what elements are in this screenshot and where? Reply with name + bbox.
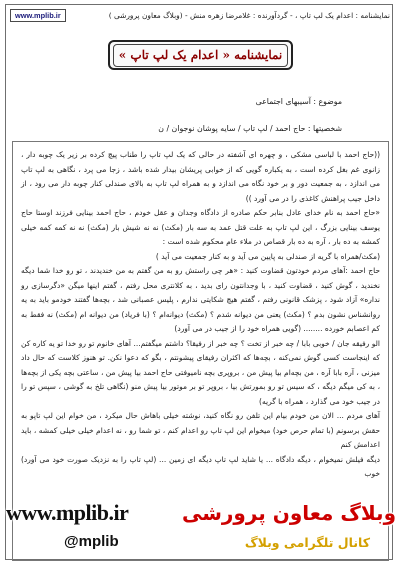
title-box: [108, 40, 293, 70]
paragraph: دیگه فیلش نمیخوام ، دیگه دادگاه ... یا شاید لپ تاپ دیگه ای زمین ... (لپ تاپ را به نزدیک صورت خود می آورد) خوب: [21, 454, 380, 478]
paragraph: آهای مردم ... الان من خودم بیام این تلفن رو نگاه کنید، نوشته خیلی باهاش حال میکرد ، من خوام این لپ تاپو به حقش برسونم (با تمام حرص خود) میخوام این لپ تاپ رو اعدام کنم ، تو شما رو ، نه اعدام خیلی خیلی کمشه ، باید اعدامش کنم: [21, 411, 380, 449]
paragraph: «حاج احمد به نام خدای عادل بنابر حکم صادره از دادگاه وجدان و عقل خودم ، حاج احمد بینایی فرزند اوستا حاج یوسف بینایی بزرگ ، این لپ تاپ به علت قتل عمد به سه بار (مکث) نه نه شیش بار (مکث) نه نه کمه کمه خیلی کمشه به ده بار ، آره به ده بار قصاص در ملاء عام محکوم شده است :: [21, 208, 380, 246]
paragraph: (مکث/همراه با گریه از صندلی به پایین می آید و به کنار جمعیت می آید ): [155, 251, 380, 261]
watermark-title: وبلاگ معاون پرورشی: [181, 501, 396, 525]
watermark-handle: @mplib: [64, 533, 119, 550]
header-title: نمایشنامه : اعدام یک لپ تاپ ، - گردآورنده : غلامرضا زهره منش - (وبلاگ معاون پرورشی ): [108, 11, 390, 20]
characters-line: شخصیتها : حاج احمد / لپ تاپ / سایه پوشان نوجوان / ن: [158, 124, 342, 133]
paragraph: ((حاج احمد با لباسی مشکی ، و چهره ای آشفته در حالی که یک لپ تاپ را طناب پیچ کرده بر زیر یک چوبه دار ، زانوی غم بغل کرده است ، به یکباره گویی که از خوابی پریشان بیدار شده باشد ، زجا می پرد ، نگاهی به لپ تاپ می اندازد ، به جمعیت دور و بر خود نگاه می اندازد و به همراه لپ تاپ به بالای صندلی کنار چوبه دار می رود ، از داخل جیب پراهنش کاغذی را در می آورد )): [21, 150, 380, 203]
paragraph: حاج احمد :آهای مردم خودتون قضاوت کنید : «هر چی راستش رو به من گفتم به من خندیدند ، تو رو خدا شما دیگه نخندید ، گوش کنید ، قضاوت کنید ، با وجدانتون رای بدید ، به کلانتری محل رفتم ، گفتم اینها میگن «دگرسازی رو نداره» آزاد شود ، پزشک قانونی رفتم ، گفتم هیچ شکایتی ندارم ، پلیس عصبانی شد ، بچه‌ها گفتند خودمو باید به یه روانشناس نشون بدم ؟ (مکث) یعنی من دیوانه شدم ؟ (مکث) دیوانه‌ام ؟ (با فریاد) من دیوانه ام (مکث) نه فقط به کم اعصابم خورده ........ (گویی همراه خود را از جیب در می آورد): [21, 266, 380, 333]
body-text: [13, 142, 388, 482]
page-header: [10, 7, 390, 24]
watermark-url: www.mplib.ir: [6, 500, 129, 525]
paragraph: الو رفیقه جان / خوبی بابا / چه خبر از تخت ؟ چه خبر از رفیقا؟ داشتم میگفتم... آهای خانوم تو رو خدا تو یه کاره کن که اینجاست کسی گوش نمی‌کنه ، بچه‌ها که اکثرا‌ن رفیقای پیشونتم ، بگو که دعوا نکن. تو هنوز کلاست که حال داد میزنی ، آره بابا آره ، من بچه‌ام بیا پیش من ، بروپری بچه نامیوفتی حاج احمد بیا پیش من ، ساعتی بچه یکی از بچه‌ها ، به کی میگم دیگه ، که سیس تو رو بمورتش بیا ، بروپر تو بر موتور بیا پیش منو (نگاهی تلخ به گوشی ، سپس تو را در جیب خود می گذارد ، همراه با گریه): [21, 338, 380, 406]
play-title: نمایشنامه « اعدام یک لپ تاپ »: [113, 44, 288, 67]
subject-line: موضوع : آسیبهای اجتماعی: [255, 97, 342, 106]
watermark-channel: کانال تلگرامی وبلاگ: [244, 535, 370, 550]
header-url[interactable]: www.mplib.ir: [10, 9, 66, 22]
